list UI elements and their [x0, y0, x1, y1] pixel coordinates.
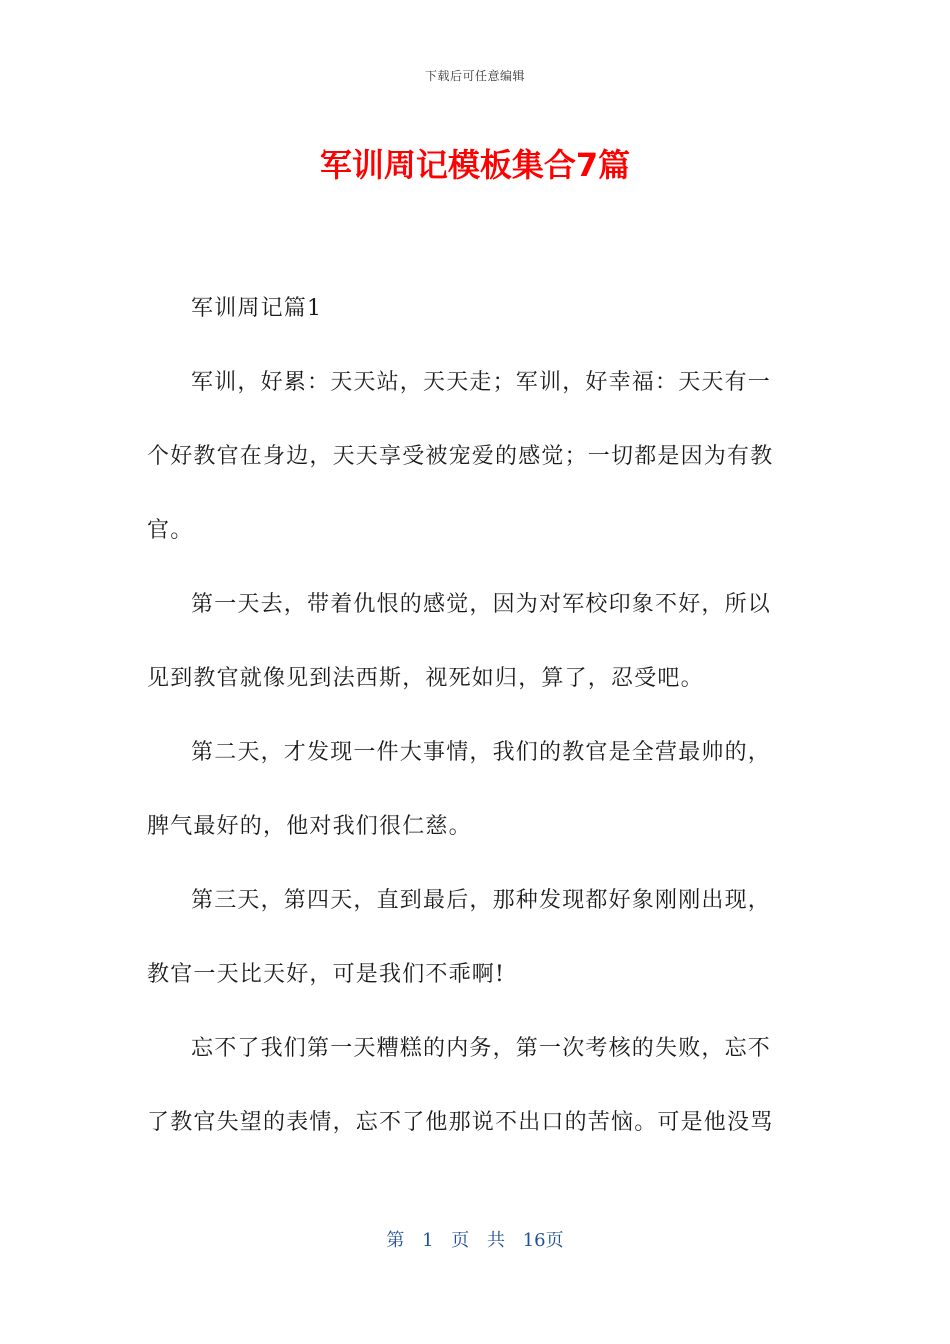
paragraph: 第三天，第四天，直到最后，那种发现都好象刚刚出现，教官一天比天好，可是我们不乖啊!	[147, 888, 772, 987]
paragraph: 忘不了我们第一天糟糕的内务，第一次考核的失败，忘不了教官失望的表情，忘不了他那说不出口的苦恼。可是他没骂	[147, 1036, 774, 1135]
page-footer	[0, 1226, 950, 1252]
document-title: 军训周记模板集合7篇	[319, 146, 631, 184]
footer-total-pages: 16页	[522, 1230, 564, 1251]
paragraph: 军训，好累：天天站，天天走；军训，好幸福：天天有一个好教官在身边，天天享受被宠爱的感觉；一切都是因为有教官。	[147, 370, 774, 543]
paragraph: 第一天去，带着仇恨的感觉，因为对军校印象不好，所以见到教官就像见到法西斯，视死如归，算了，忍受吧。	[147, 592, 772, 691]
footer-page-unit: 页	[451, 1230, 470, 1251]
footer-current-page: 1	[422, 1230, 434, 1251]
page-header-note: 下载后可任意编辑	[424, 69, 525, 83]
footer-total-label: 共	[487, 1230, 505, 1251]
section-heading: 军训周记篇1	[191, 296, 323, 321]
document-body	[147, 272, 793, 1160]
footer-page-label: 第	[386, 1230, 405, 1251]
paragraph: 第二天，才发现一件大事情，我们的教官是全营最帅的，脾气最好的，他对我们很仁慈。	[147, 740, 772, 839]
